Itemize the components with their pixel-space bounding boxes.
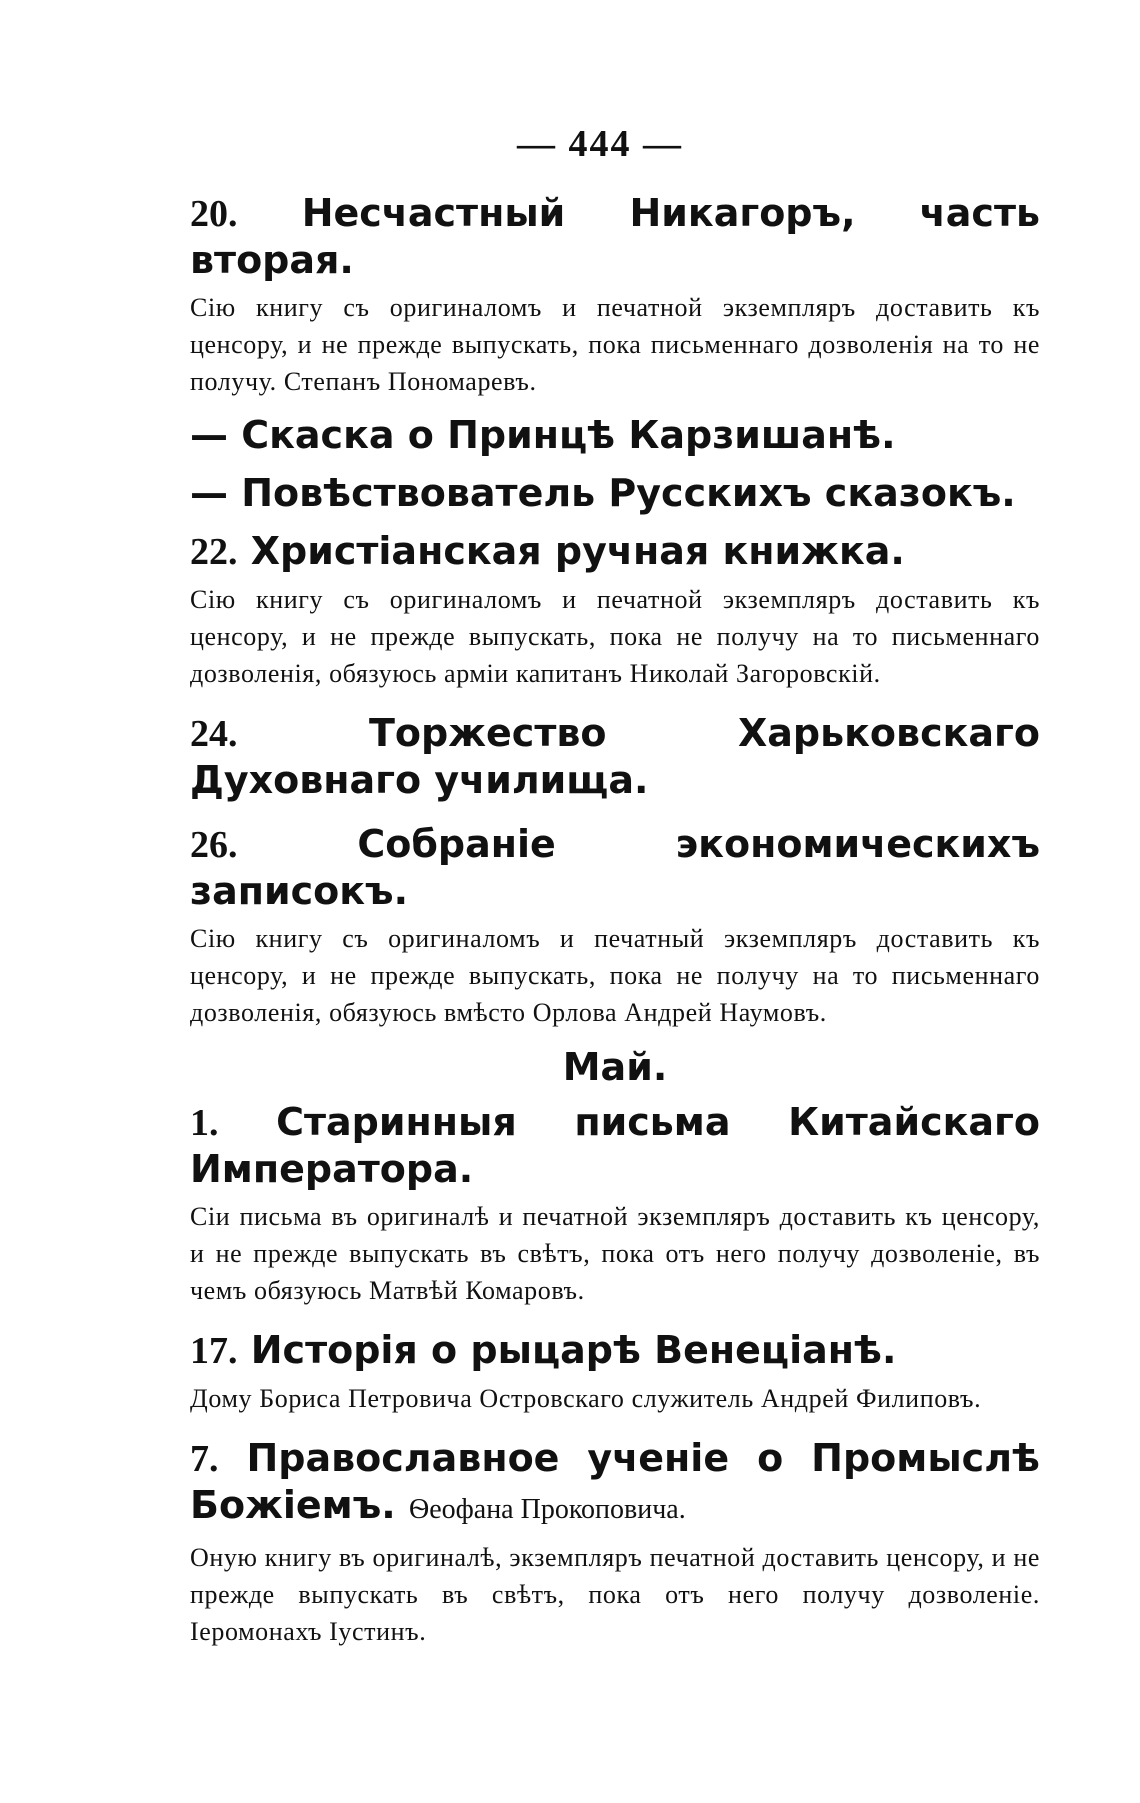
entry-title-text: Православное ученіе о Промыслѣ Божіемъ. [190, 1436, 1040, 1527]
entry-may-1 [190, 1099, 1040, 1309]
entry-author: Ѳеофана Прокоповича. [408, 1494, 686, 1525]
entry-title-text: Христіанская ручная книжка. [250, 529, 905, 573]
entry-24 [190, 710, 1040, 803]
entry-title [190, 821, 1040, 914]
entry-number: 26. [190, 824, 238, 866]
entry-number: 24. [190, 713, 238, 755]
entry-title-text: Торжество Харьковскаго Духовнаго училища. [190, 711, 1041, 802]
entry-title-text: Собраніе экономическихъ записокъ. [190, 822, 1041, 913]
entry-20 [190, 190, 1040, 400]
entry-title-text: — Повѣствователь Русскихъ сказокъ. [190, 471, 1016, 515]
entry-title [190, 1435, 1040, 1533]
entry-body: Оную книгу въ оригиналѣ, экземпляръ печатной доставить ценсору, и не прежде выпускать въ свѣтъ, пока отъ него получу дозволеніе. Іеромонахъ Іустинъ. [190, 1543, 1040, 1646]
entry-number: 7. [190, 1438, 219, 1480]
entry-skaska [190, 412, 1040, 458]
entry-title-text: — Скаска о Принцѣ Карзишанѣ. [190, 413, 896, 457]
entry-22 [190, 528, 1040, 692]
entry-body: Сію книгу съ оригиналомъ и печатной экземпляръ доставить къ ценсору, и не прежде выпускать, пока письменнаго дозволенія на то не получу. Степанъ Пономаревъ. [190, 293, 1040, 396]
entry-may-17 [190, 1327, 1040, 1417]
entry-body: Сіи письма въ оригиналѣ и печатной экземпляръ доставить къ ценсору, и не прежде выпускать въ свѣтъ, пока отъ него получу дозволеніе, въ чемъ обязуюсь Матвѣй Комаровъ. [190, 1202, 1040, 1305]
entry-title [190, 1099, 1040, 1192]
entry-povestvovatel [190, 470, 1040, 516]
entry-number: 17. [190, 1330, 238, 1372]
entry-title [190, 710, 1040, 803]
entry-title [190, 528, 1040, 575]
entry-title [190, 190, 1040, 283]
entry-body: Сію книгу съ оригиналомъ и печатной экземпляръ доставить къ ценсору, и не прежде выпускать, пока не получу на то письменнаго дозволенія, обязуюсь арміи капитанъ Николай Загоровскій. [190, 585, 1040, 688]
entry-title-text: Старинныя письма Китайскаго Императора. [190, 1100, 1040, 1191]
month-heading: Май. [562, 1045, 668, 1089]
entry-number: 20. [190, 193, 238, 235]
page-number: — 444 — [517, 123, 683, 165]
entry-number: 22. [190, 531, 238, 573]
entry-number: 1. [190, 1102, 219, 1144]
entry-may-7 [190, 1435, 1040, 1650]
entry-26 [190, 821, 1040, 1031]
entry-title-text: Исторія о рыцарѣ Венеціанѣ. [250, 1328, 897, 1372]
entry-body: Сію книгу съ оригиналомъ и печатный экземпляръ доставить къ ценсору, и не прежде выпускать, пока не получу на то письменнаго дозволенія, обязуюсь вмѣсто Орлова Андрей Наумовъ. [190, 924, 1040, 1027]
entry-title [190, 1327, 1040, 1374]
entry-body: Дому Бориса Петровича Островскаго служитель Андрей Филиповъ. [190, 1384, 982, 1413]
book-page [150, 0, 1050, 1803]
page-content [190, 190, 1040, 1650]
entry-title-text: Несчастный Никагоръ, часть вторая. [190, 191, 1040, 282]
